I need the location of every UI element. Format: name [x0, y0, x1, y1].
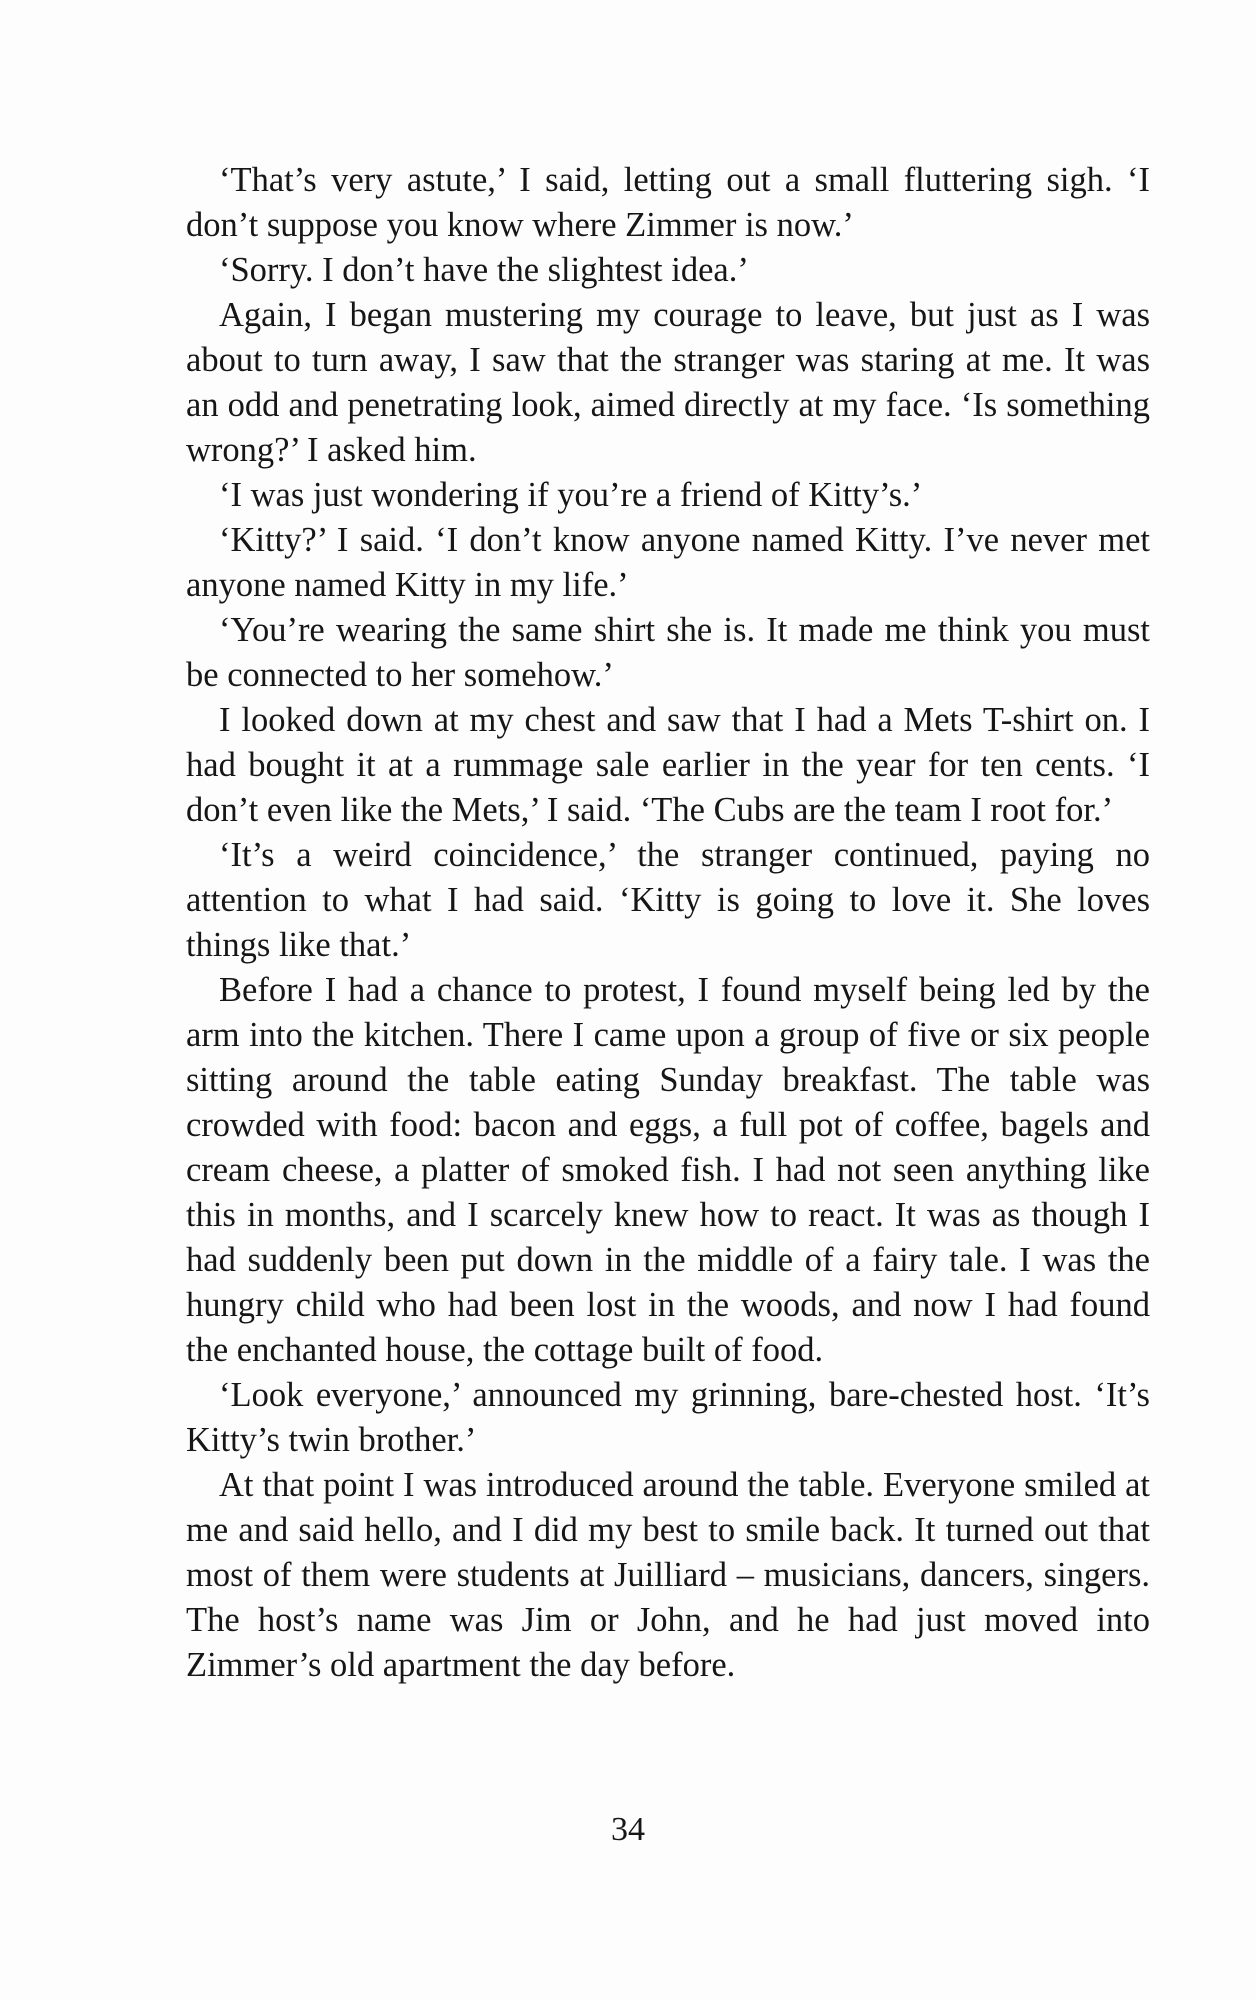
page-number: 34: [611, 1811, 645, 1848]
paragraph-7: I looked down at my chest and saw that I had a Mets T-shirt on. I had bought it at a rummage sale earlier in the year for ten cents. ‘I don’t even like the Mets,’ I said. ‘The Cubs are the team I root for.’: [186, 701, 1150, 829]
paragraph-5: ‘Kitty?’ I said. ‘I don’t know anyone named Kitty. I’ve never met anyone named Kitty in my life.’: [186, 521, 1150, 604]
paragraph-6: ‘You’re wearing the same shirt she is. It made me think you must be connected to her somehow.’: [186, 611, 1150, 694]
paragraph-11: At that point I was introduced around the table. Everyone smiled at me and said hello, and I did my best to smile back. It turned out that most of them were students at Juilliard – musicians, dancers, singers. The host’s name was Jim or John, and he had just moved into Zimmer’s old apartment the day before.: [186, 1466, 1150, 1684]
paragraph-8: ‘It’s a weird coincidence,’ the stranger continued, paying no attention to what I had said. ‘Kitty is going to love it. She loves things like that.’: [186, 836, 1150, 964]
paragraph-4: ‘I was just wondering if you’re a friend of Kitty’s.’: [219, 476, 923, 514]
paragraph-3: Again, I began mustering my courage to leave, but just as I was about to turn away, I saw that the stranger was staring at me. It was an odd and penetrating look, aimed directly at my face. ‘Is something wrong?’ I asked him.: [186, 296, 1150, 469]
paragraph-10: ‘Look everyone,’ announced my grinning, bare-chested host. ‘It’s Kitty’s twin brother.’: [186, 1376, 1150, 1459]
paragraph-9: Before I had a chance to protest, I found myself being led by the arm into the kitchen. There I came upon a group of five or six people sitting around the table eating Sunday breakfast. The table was crowded with food: bacon and eggs, a full pot of coffee, bagels and cream cheese, a platter of smoked fish. I had not seen anything like this in months, and I scarcely knew how to react. It was as though I had suddenly been put down in the middle of a fairy tale. I was the hungry child who had been lost in the woods, and now I had found the enchanted house, the cottage built of food.: [186, 971, 1150, 1369]
body-text: [186, 158, 1150, 1688]
paragraph-2: ‘Sorry. I don’t have the slightest idea.’: [219, 251, 749, 289]
paragraph-1: ‘That’s very astute,’ I said, letting out a small fluttering sigh. ‘I don’t suppose you know where Zimmer is now.’: [186, 161, 1150, 244]
